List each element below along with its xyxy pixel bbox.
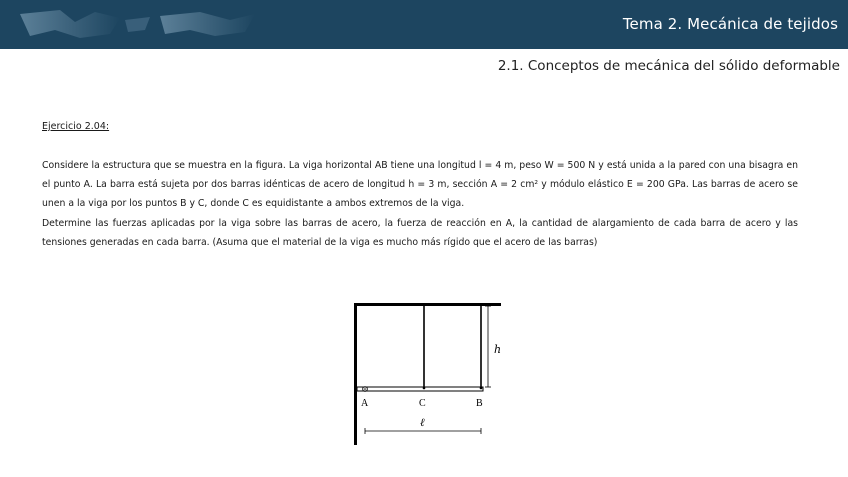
- wall: [354, 303, 357, 445]
- structure-figure: [340, 295, 520, 445]
- exercise-label: Ejercicio 2.04:: [42, 121, 110, 132]
- exercise-statement: [42, 156, 798, 252]
- section-subtitle: 2.1. Conceptos de mecánica del sólido deformable: [497, 58, 840, 74]
- statement-paragraph-1: Considere la estructura que se muestra en la figura. La viga horizontal AB tiene una longitud l = 4 m, peso W = 500 N y está unida a la pared con una bisagra en el punto A. La barra está sujeta por dos barras idénticas de acero de longitud h = 3 m, sección A = 2 cm² y módulo elástico E = 200 GPa. Las barras de acero se unen a la viga por los puntos B y C, donde C es equidistante a ambos extremos de la viga.: [42, 160, 798, 210]
- label-c: C: [419, 398, 426, 409]
- hinge-pin: [364, 388, 366, 390]
- label-h: h: [494, 343, 502, 356]
- header-bar: [0, 0, 848, 49]
- header-decoration: [0, 0, 300, 49]
- joint-b: [480, 387, 483, 390]
- ceiling: [354, 303, 501, 306]
- header-title: Tema 2. Mecánica de tejidos: [622, 15, 838, 33]
- joint-c: [423, 387, 426, 390]
- label-b: B: [476, 398, 483, 409]
- statement-paragraph-2: Determine las fuerzas aplicadas por la viga sobre las barras de acero, la fuerza de reacción en A, la cantidad de alargamiento de cada barra de acero y las tensiones generadas en cada barra. (Asuma que el material de la viga es mucho más rígido que el acero de las barras): [42, 217, 798, 248]
- label-a: A: [361, 398, 369, 409]
- beam-ab: [357, 387, 483, 391]
- label-l: ℓ: [420, 416, 425, 429]
